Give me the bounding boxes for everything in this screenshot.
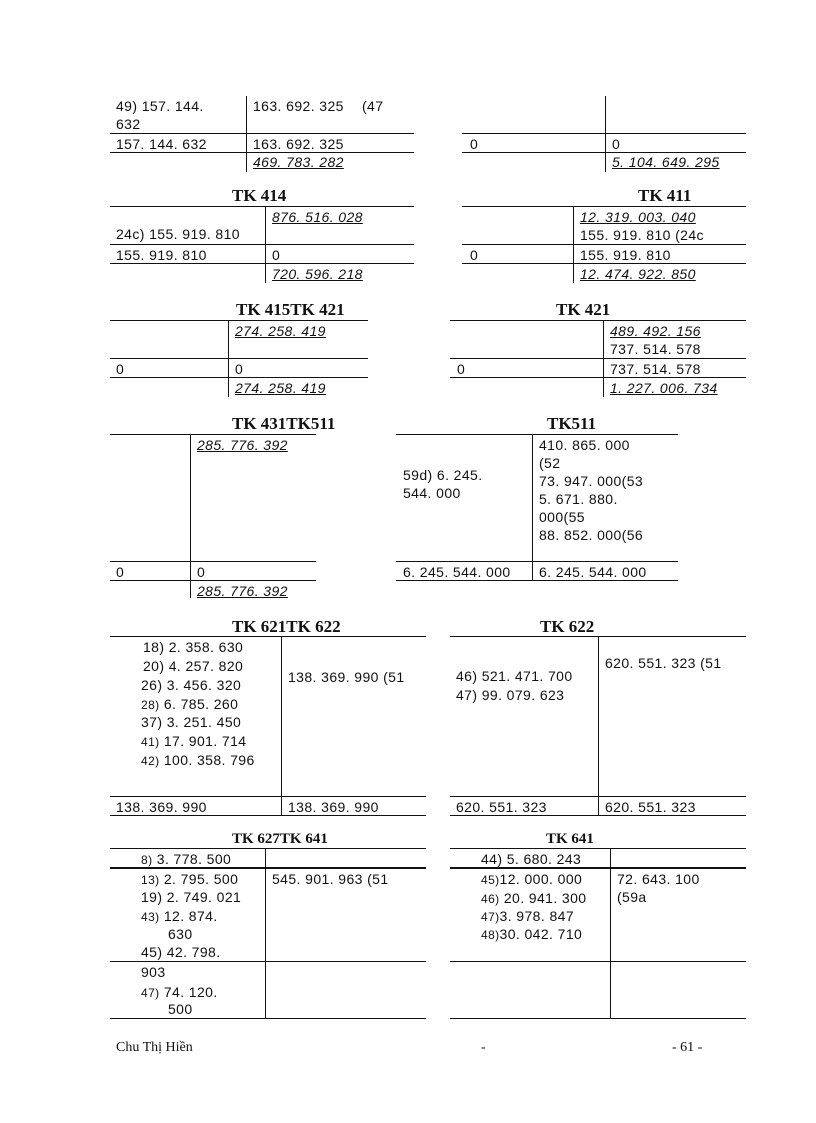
rule — [396, 561, 678, 562]
rule — [110, 561, 316, 562]
debit-entry: 45) 42. 798. — [141, 944, 221, 960]
rule — [110, 961, 426, 962]
debit-entry-cont: 500 — [168, 1001, 193, 1017]
total-credit: 0 — [272, 247, 281, 263]
rule — [450, 1018, 746, 1019]
credit-entry: 138. 369. 990 (51 — [288, 669, 405, 685]
debit-entry: 20) 4. 257. 820 — [143, 658, 244, 674]
t-account-divider — [246, 96, 247, 172]
opening-balance: 876. 516. 028 — [272, 209, 363, 225]
rule — [462, 263, 746, 264]
closing-balance: 720. 596. 218 — [272, 266, 363, 282]
account-title: TK 414 — [232, 186, 287, 205]
rule — [110, 580, 316, 581]
t-account-divider — [598, 636, 599, 816]
total-debit: 0 — [116, 361, 125, 377]
credit-entry: 737. 514. 578 — [610, 341, 701, 357]
rule — [396, 580, 678, 581]
credit-entry: 72. 643. 100 — [617, 871, 700, 887]
t-account-divider — [265, 848, 266, 1018]
rule — [110, 152, 414, 153]
rule — [110, 815, 426, 816]
total-credit: 6. 245. 544. 000 — [539, 564, 647, 580]
rule — [110, 796, 426, 797]
account-title: TK 431TK511 — [232, 414, 336, 433]
account-title: TK511 — [547, 414, 597, 433]
debit-entry: 44) 5. 680. 243 — [481, 851, 582, 867]
credit-ref: (47 — [362, 98, 384, 114]
credit-entry: 163. 692. 325 — [253, 98, 344, 114]
debit-entry-cont: 630 — [168, 926, 193, 942]
total-credit: 620. 551. 323 — [605, 799, 696, 815]
credit-entry-cont: (59a — [617, 889, 647, 905]
account-title: TK 641 — [546, 831, 594, 847]
total-credit: 0 — [235, 361, 244, 377]
rule — [450, 377, 746, 378]
debit-entry-cont: 632 — [116, 116, 141, 132]
rule — [450, 848, 746, 849]
debit-entry: 47) 74. 120. — [141, 984, 218, 1000]
total-credit: 138. 369. 990 — [288, 799, 379, 815]
rule — [450, 815, 746, 816]
rule — [110, 206, 414, 207]
rule — [450, 320, 746, 321]
debit-entry: 48)30. 042. 710 — [481, 926, 583, 942]
closing-balance: 285. 776. 392 — [197, 583, 288, 599]
opening-balance: 12. 319. 003. 040 — [580, 209, 696, 225]
t-account-divider — [605, 96, 606, 172]
total-credit: 0 — [612, 136, 621, 152]
closing-balance: 469. 783. 282 — [253, 154, 344, 170]
rule — [462, 152, 746, 153]
rule — [110, 358, 368, 359]
total-debit: 0 — [457, 361, 466, 377]
debit-entry: 45)12. 000. 000 — [481, 871, 583, 887]
t-account-divider — [532, 434, 533, 581]
account-title: TK 627TK 641 — [232, 831, 328, 847]
rule — [110, 320, 368, 321]
opening-balance: 489. 492. 156 — [610, 323, 701, 339]
rule — [110, 636, 426, 637]
account-title: TK 621TK 622 — [232, 617, 341, 636]
debit-entry: 37) 3. 251. 450 — [141, 714, 242, 730]
rule — [110, 244, 414, 245]
rule — [462, 244, 746, 245]
closing-balance: 12. 474. 922. 850 — [580, 266, 696, 282]
rule — [450, 358, 746, 359]
account-title: TK 411 — [638, 186, 692, 205]
credit-entry: 545. 901. 963 (51 — [272, 871, 389, 887]
debit-entry: 46) 20. 941. 300 — [481, 890, 587, 906]
debit-entry: 46) 521. 471. 700 — [456, 668, 573, 684]
rule — [110, 133, 414, 134]
total-debit: 620. 551. 323 — [456, 799, 547, 815]
total-debit: 6. 245. 544. 000 — [403, 564, 511, 580]
account-title: TK 415TK 421 — [236, 300, 345, 319]
t-account-divider — [281, 636, 282, 816]
debit-entry: 41) 17. 901. 714 — [141, 733, 247, 749]
debit-entry: 18) 2. 358. 630 — [143, 639, 244, 655]
account-title: TK 622 — [540, 617, 595, 636]
credit-entry: 5. 671. 880. — [539, 491, 618, 507]
rule — [110, 1018, 426, 1019]
debit-entry: 47) 99. 079. 623 — [456, 687, 565, 703]
rule — [462, 206, 746, 207]
rule-double — [110, 867, 426, 869]
debit-entry: 19) 2. 749. 021 — [141, 889, 242, 905]
opening-balance: 274. 258. 419 — [235, 323, 326, 339]
total-debit: 0 — [470, 247, 479, 263]
debit-entry-cont: 903 — [141, 964, 166, 980]
debit-entry: 28) 6. 785. 260 — [141, 696, 239, 712]
rule — [110, 377, 368, 378]
rule — [450, 961, 746, 962]
closing-balance: 1. 227. 006. 734 — [610, 380, 718, 396]
footer-author: Chu Thị Hiền — [116, 1040, 193, 1055]
closing-balance: 5. 104. 649. 295 — [612, 154, 720, 170]
account-title: TK 421 — [556, 300, 611, 319]
total-credit: 0 — [197, 564, 206, 580]
debit-entry: 13) 2. 795. 500 — [141, 871, 239, 887]
debit-entry: 42) 100. 358. 796 — [141, 752, 255, 768]
rule — [110, 848, 426, 849]
debit-entry-cont: 544. 000 — [403, 485, 461, 501]
credit-entry: 88. 852. 000(56 — [539, 527, 644, 543]
credit-entry: (52 — [539, 455, 561, 471]
t-account-divider — [190, 434, 191, 598]
footer-separator: - — [481, 1040, 486, 1055]
total-debit: 0 — [116, 564, 125, 580]
debit-entry: 26) 3. 456. 320 — [141, 677, 242, 693]
total-credit: 163. 692. 325 — [253, 136, 344, 152]
rule — [110, 434, 316, 435]
rule — [110, 263, 414, 264]
credit-entry: 155. 919. 810 (24c — [580, 227, 704, 243]
debit-entry: 59d) 6. 245. — [403, 467, 483, 483]
rule-double — [450, 867, 746, 869]
total-debit: 0 — [470, 136, 479, 152]
total-credit: 155. 919. 810 — [580, 247, 671, 263]
debit-entry: 49) 157. 144. — [116, 98, 204, 114]
credit-entry: 000(55 — [539, 509, 585, 525]
credit-entry: 73. 947. 000(53 — [539, 473, 644, 489]
rule — [396, 434, 678, 435]
debit-entry: 43) 12. 874. — [141, 908, 218, 924]
rule — [462, 133, 746, 134]
credit-entry: 410. 865. 000 — [539, 437, 630, 453]
debit-entry: 8) 3. 778. 500 — [141, 851, 232, 867]
total-debit: 155. 919. 810 — [116, 247, 207, 263]
rule — [450, 796, 746, 797]
debit-entry: 47)3. 978. 847 — [481, 908, 575, 924]
opening-balance: 285. 776. 392 — [197, 437, 288, 453]
credit-entry: 620. 551. 323 (51 — [605, 655, 722, 671]
total-debit: 138. 369. 990 — [116, 799, 207, 815]
total-debit: 157. 144. 632 — [116, 136, 207, 152]
page-number: - 61 - — [672, 1040, 703, 1055]
t-account-divider — [610, 848, 611, 1018]
closing-balance: 274. 258. 419 — [235, 380, 326, 396]
total-credit: 737. 514. 578 — [610, 361, 701, 377]
debit-entry: 24c) 155. 919. 810 — [116, 226, 240, 242]
